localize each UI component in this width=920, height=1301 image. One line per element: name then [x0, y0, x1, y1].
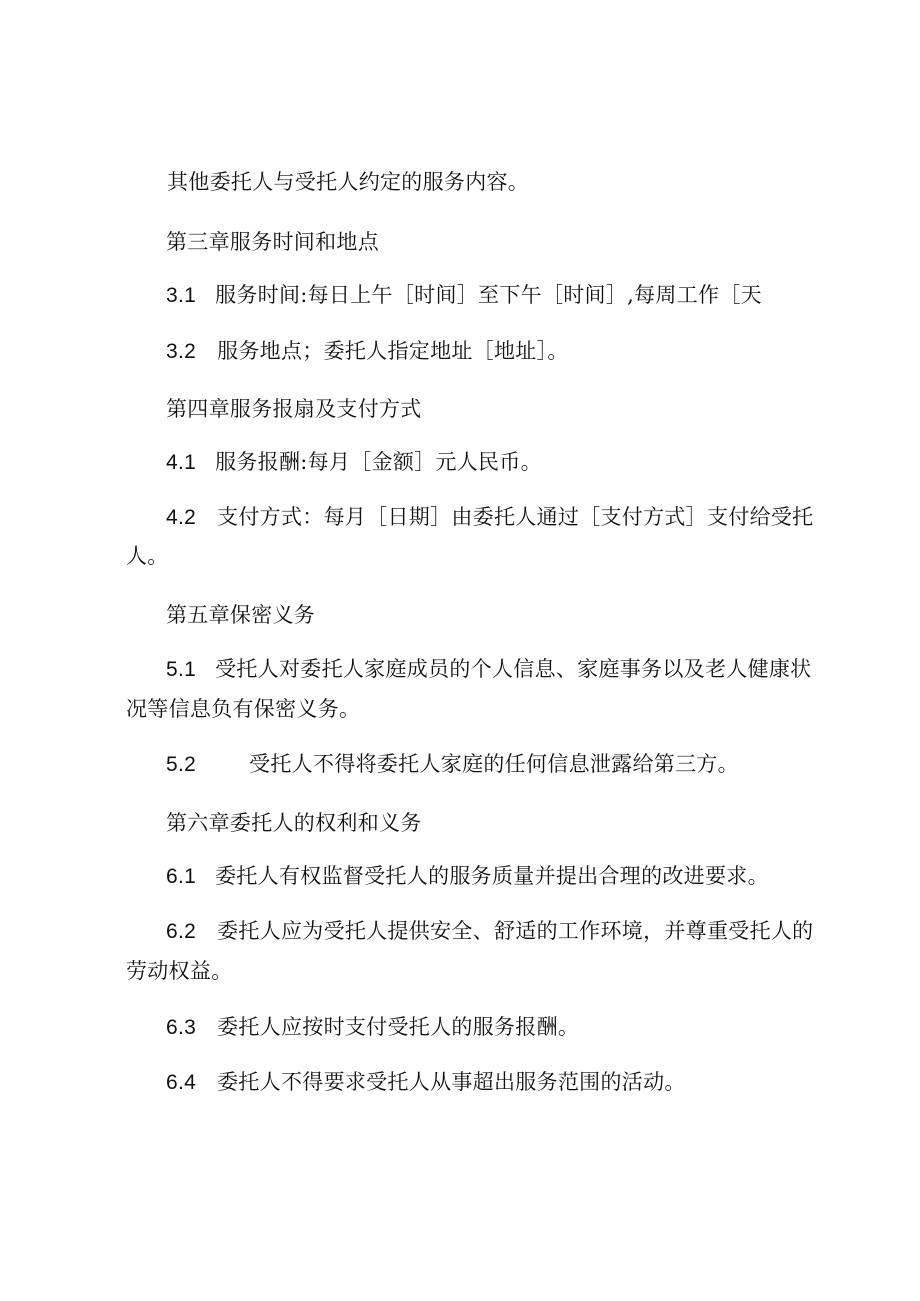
clause-number: 4.2	[166, 506, 197, 529]
clause-number: 6.3	[166, 1016, 197, 1039]
clause-3-2	[166, 336, 920, 367]
chapter-3-heading: 第三章服务时间和地点	[166, 230, 379, 254]
clause-text: 服务地点；委托人指定地址［地址］。	[217, 339, 569, 363]
clause-text: 受托人对委托人家庭成员的个人信息、家庭事务以及老人健康状	[215, 657, 812, 681]
clause-text: 支付方式：每月［日期］由委托人通过［支付方式］支付给受托	[217, 505, 814, 529]
intro-text: 其他委托人与受托人约定的服务内容。	[167, 170, 530, 194]
clause-number: 6.1	[166, 865, 197, 888]
clause-4-2-continuation: 人。	[126, 544, 169, 568]
clause-text: 服务时间:每日上午［时间］至下午［时间］,每周工作［天	[215, 283, 762, 307]
clause-text: 委托人不得要求受托人从事超出服务范围的活动。	[217, 1070, 686, 1094]
clause-number: 6.2	[166, 920, 197, 943]
clause-5-1-continuation: 况等信息负有保密义务。	[126, 697, 361, 721]
chapter-5-heading: 第五章保密义务	[166, 603, 316, 627]
clause-number: 5.1	[166, 658, 197, 681]
clause-4-1	[166, 447, 920, 478]
clause-number: 4.1	[166, 451, 197, 474]
clause-6-2	[166, 916, 920, 947]
clause-text: 委托人应按时支付受托人的服务报酬。	[217, 1015, 580, 1039]
clause-number: 3.1	[166, 284, 197, 307]
clause-6-2-continuation: 劳动权益。	[126, 959, 233, 983]
clause-5-2	[166, 749, 920, 780]
clause-5-1	[166, 654, 920, 685]
clause-number: 6.4	[166, 1071, 197, 1094]
clause-3-1	[166, 280, 920, 311]
clause-number: 5.2	[166, 753, 197, 776]
clause-6-3	[166, 1012, 920, 1043]
chapter-6-heading: 第六章委托人的权利和义务	[166, 811, 422, 835]
intro-paragraph	[167, 167, 920, 197]
clause-4-2	[166, 502, 920, 533]
chapter-4-heading: 第四章服务报扇及支付方式	[166, 397, 422, 421]
clause-text: 委托人应为受托人提供安全、舒适的工作环境，并尊重受托人的	[217, 919, 814, 943]
clause-number: 3.2	[166, 340, 197, 363]
clause-6-1	[166, 861, 920, 892]
clause-6-4	[166, 1067, 920, 1098]
clause-text: 受托人不得将委托人家庭的任何信息泄露给第三方。	[249, 752, 739, 776]
clause-text: 服务报酬:每月［金额］元人民币。	[215, 450, 542, 474]
clause-text: 委托人有权监督受托人的服务质量并提出合理的改进要求。	[215, 864, 769, 888]
